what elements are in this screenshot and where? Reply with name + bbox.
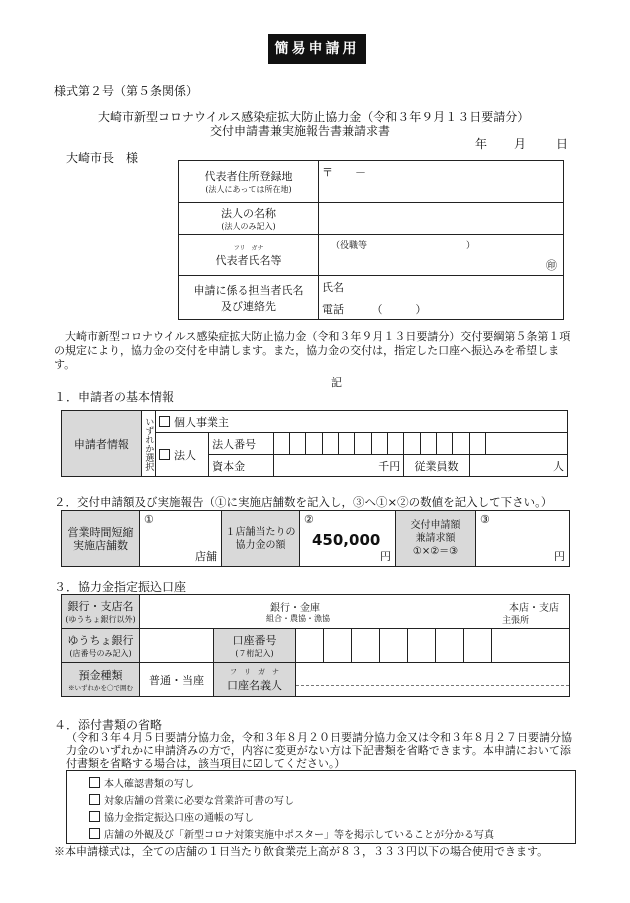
- request-unit: 円: [554, 550, 565, 563]
- omission-checkbox[interactable]: [89, 828, 100, 839]
- account-digit[interactable]: [324, 629, 352, 663]
- deposit-label: 預金種類: [78, 669, 123, 682]
- section-4-text: （令和３年４月５日要請分協力金，令和３年８月２０日要請分協力金又は令和３年８月２７日要請分協力金のいずれかに申請済みの方で，内容に変更がない方は下記書類を省略できます。本申請において添付書類を省略する場合は，該当項目に☑してください。）: [66, 731, 572, 770]
- yucho-note: (店番号のみ記入): [69, 649, 132, 658]
- capital-label: 資本金: [209, 455, 273, 477]
- corp-number-digit[interactable]: [420, 433, 436, 455]
- addressee: 大崎市長 様: [66, 151, 139, 165]
- date-month: 月: [514, 137, 527, 151]
- date-day: 日: [556, 137, 569, 151]
- store-unit: 店舗: [195, 550, 217, 563]
- corp-name-note: (法人のみ記入): [221, 222, 276, 231]
- corp-name-label: 法人の名称: [221, 207, 276, 220]
- rep-ruby: フリ ガナ: [233, 244, 264, 252]
- position-note: （役職等 ）: [331, 241, 476, 251]
- per-store-amount: 450,000: [312, 531, 381, 549]
- individual-label: 個人事業主: [174, 415, 229, 429]
- omission-item[interactable]: [89, 809, 254, 824]
- request-formula: ①×②＝③: [412, 546, 459, 557]
- corp-number-blank: [485, 433, 567, 455]
- intro-paragraph: 大崎市新型コロナウイルス感染症拡大防止協力金（令和３年９月１３日要請分）交付要綱第５条第１項の規定により，協力金の交付を申請します。また，協力金の交付は，指定した口座へ振込みを希望します。: [54, 330, 571, 371]
- employees-label: 従業員数: [404, 455, 469, 477]
- address-note: (法人にあっては所在地): [205, 185, 292, 194]
- holder-label: 口座名義人: [227, 678, 282, 692]
- omission-item[interactable]: [89, 826, 494, 841]
- omission-item-label: 本人確認書類の写し: [104, 779, 194, 790]
- choose-one-note: いずれか選択: [141, 411, 155, 477]
- section-4-heading: ４．添付書類の省略: [54, 718, 163, 732]
- corp-number-digit[interactable]: [306, 433, 322, 455]
- branch-types: 本店・支店: [509, 603, 559, 614]
- deposit-note: ※いずれかを〇で囲む: [68, 684, 133, 692]
- request-amount-label-cell: [396, 511, 476, 567]
- holder-ruby: フ リ ガ ナ: [230, 667, 279, 676]
- footnote: ※本申請様式は，全ての店舗の１日当たり飲食業売上高が８３，３３３円以下の場合使用できます。: [54, 845, 549, 858]
- basic-info-table: [61, 410, 568, 477]
- corp-checkbox[interactable]: [159, 449, 170, 460]
- section-1-heading: １．申請者の基本情報: [54, 390, 175, 404]
- form-number: 様式第２号（第５条関係）: [54, 84, 199, 98]
- per-store-label: １店舗当たりの協力金の額: [222, 511, 300, 567]
- yucho-branch-field[interactable]: [140, 629, 214, 663]
- simple-application-badge: 簡易申請用: [268, 34, 366, 64]
- title-line-2: 交付申請書兼実施報告書兼請求書: [210, 124, 391, 138]
- bank-field[interactable]: [140, 595, 570, 629]
- omission-item-label: 協力金指定振込口座の通帳の写し: [104, 813, 254, 824]
- corp-number-digit[interactable]: [338, 433, 354, 455]
- contact-phone-label: 電話 （ ）: [322, 302, 427, 316]
- bank-note: (ゆうちょ銀行以外): [65, 615, 136, 624]
- section-2-heading: ２．交付申請額及び実施報告（①に実施店舗数を記入し，③へ①×②の数値を記入して下さい。）: [54, 495, 553, 509]
- omission-list: [66, 770, 576, 844]
- account-digit[interactable]: [464, 629, 492, 663]
- individual-checkbox[interactable]: [159, 416, 170, 427]
- corp-number-digit[interactable]: [355, 433, 371, 455]
- corp-number-digit[interactable]: [469, 433, 485, 455]
- bank-account-table: [61, 594, 570, 697]
- contact-name-label: 氏名: [322, 280, 344, 294]
- capital-field[interactable]: [273, 455, 404, 477]
- address-label-cell: [179, 161, 319, 203]
- corp-number-digit[interactable]: [289, 433, 305, 455]
- rep-label-cell: [179, 235, 319, 276]
- applicant-info-label: 申請者情報: [62, 411, 142, 477]
- ki-mark: 記: [331, 376, 342, 389]
- corp-number-digit[interactable]: [322, 433, 338, 455]
- omission-item[interactable]: [89, 775, 194, 790]
- address-field[interactable]: [319, 161, 564, 203]
- corp-number-label: 法人番号: [209, 433, 273, 455]
- account-digit[interactable]: [352, 629, 380, 663]
- holder-label-cell: [214, 663, 296, 697]
- deposit-label-cell: [62, 663, 140, 697]
- account-no-note: (７桁記入): [235, 649, 274, 658]
- deposit-types[interactable]: 普通・当座: [140, 663, 214, 697]
- corp-name-label-cell: [179, 203, 319, 235]
- omission-item-label: 店舗の外観及び「新型コロナ対策実施中ポスター」等を掲示していることが分かる写真: [104, 830, 494, 841]
- capital-unit: 千円: [378, 459, 401, 473]
- corp-number-digit[interactable]: [453, 433, 469, 455]
- holder-field[interactable]: [296, 663, 570, 697]
- contact-label-1: 申請に係る担当者氏名: [193, 283, 304, 297]
- account-digit[interactable]: [408, 629, 436, 663]
- account-no-label-cell: [214, 629, 296, 663]
- corp-number-digit[interactable]: [404, 433, 420, 455]
- seal-mark: ㊞: [546, 259, 557, 272]
- corp-number-digit[interactable]: [436, 433, 452, 455]
- per-store-amount-cell: [300, 511, 396, 567]
- corp-number-digit[interactable]: [273, 433, 289, 455]
- mark-2: ②: [304, 513, 314, 526]
- account-digit[interactable]: [380, 629, 408, 663]
- section-3-heading: ３．協力金指定振込口座: [54, 580, 187, 594]
- omission-checkbox[interactable]: [89, 777, 100, 788]
- postal-mark: 〒 －: [322, 166, 366, 179]
- omission-checkbox[interactable]: [89, 794, 100, 805]
- request-amount-label-1: 交付申請額: [410, 520, 461, 531]
- yucho-label: ゆうちょ銀行: [67, 634, 134, 647]
- holder-ruby-line: [296, 673, 569, 686]
- rep-label: 代表者氏名等: [215, 253, 282, 267]
- date-year: 年: [475, 137, 488, 151]
- employees-unit: 人: [553, 459, 564, 473]
- store-count-field[interactable]: [140, 511, 222, 567]
- contact-field[interactable]: [319, 276, 564, 320]
- yucho-label-cell: [62, 629, 140, 663]
- amount-unit: 円: [380, 550, 391, 563]
- bank-label-cell: [62, 595, 140, 629]
- application-amount-table: [61, 510, 570, 567]
- omission-item[interactable]: [89, 792, 294, 807]
- applicant-table: [178, 160, 564, 320]
- individual-option[interactable]: [156, 411, 568, 433]
- corp-number-digit[interactable]: [387, 433, 403, 455]
- title-line-1: 大崎市新型コロナウイルス感染症拡大防止協力金（令和３年９月１３日要請分）: [98, 110, 530, 124]
- corp-label: 法人: [174, 448, 196, 462]
- store-count-label: 営業時間短縮実施店舗数: [62, 511, 140, 567]
- request-amount-label-2: 兼請求額: [415, 533, 456, 544]
- contact-label-cell: [179, 276, 319, 320]
- bank-types: 銀行・金庫: [270, 603, 320, 614]
- account-blank: [492, 629, 570, 663]
- mark-3: ③: [480, 513, 490, 526]
- rep-name-field[interactable]: [319, 235, 564, 276]
- request-amount-field[interactable]: [476, 511, 570, 567]
- omission-checkbox[interactable]: [89, 811, 100, 822]
- omission-item-label: 対象店舗の営業に必要な営業許可書の写し: [104, 796, 294, 807]
- corp-name-field[interactable]: [319, 203, 564, 235]
- corp-option[interactable]: [156, 433, 209, 477]
- account-digit[interactable]: [296, 629, 324, 663]
- contact-label-2: 及び連絡先: [221, 299, 276, 313]
- bank-label: 銀行・支店名: [67, 600, 134, 613]
- employees-field[interactable]: [469, 455, 567, 477]
- account-digit[interactable]: [436, 629, 464, 663]
- branch-types-2: 主張所: [501, 616, 529, 626]
- address-label: 代表者住所登録地: [204, 170, 293, 183]
- account-no-label: 口座番号: [232, 634, 277, 647]
- bank-types-2: 組合・農協・漁協: [266, 614, 330, 623]
- corp-number-digit[interactable]: [371, 433, 387, 455]
- mark-1: ①: [144, 513, 154, 526]
